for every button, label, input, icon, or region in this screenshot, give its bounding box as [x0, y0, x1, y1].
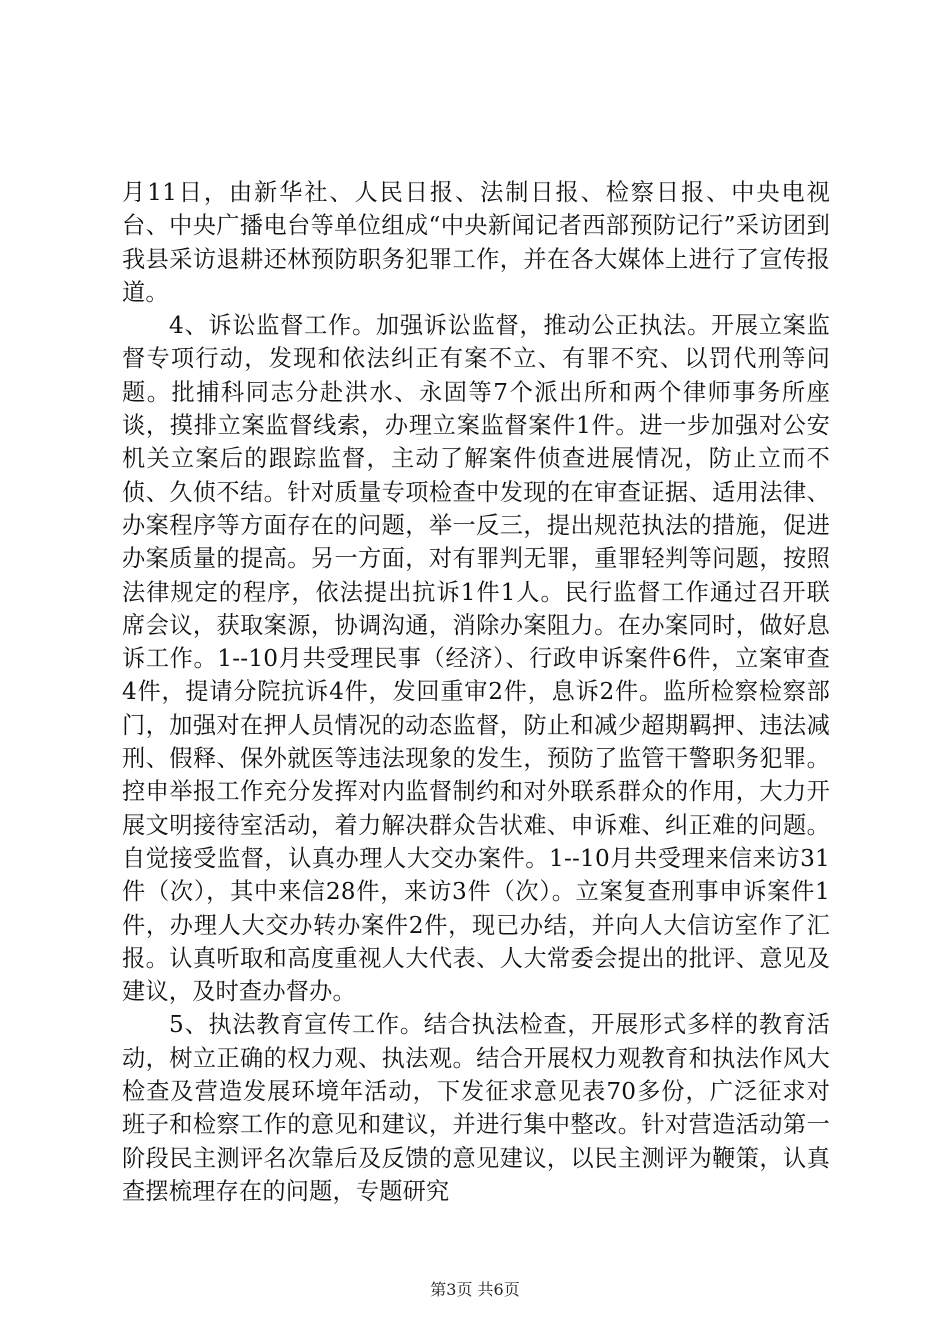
document-body	[122, 176, 830, 1208]
paragraph-law-enforcement-education: 5、执法教育宣传工作。结合执法检查，开展形式多样的教育活动，树立正确的权力观、执法观。结合开展权力观教育和执法作风大检查及营造发展环境年活动，下发征求意见表70多份，广泛征求对班子和检察工作的意见和建议，并进行集中整改。针对营造活动第一阶段民主测评名次靠后及反馈的意见建议，以民主测评为鞭策，认真查摆梳理存在的问题，专题研究	[122, 1011, 830, 1205]
page-number-footer: 第3页 共6页	[430, 1280, 520, 1299]
paragraph-litigation-supervision: 4、诉讼监督工作。加强诉讼监督，推动公正执法。开展立案监督专项行动，发现和依法纠正有案不立、有罪不究、以罚代刑等问题。批捕科同志分赴洪水、永固等7个派出所和两个律师事务所座谈，摸排立案监督线索，办理立案监督案件1件。进一步加强对公安机关立案后的跟踪监督，主动了解案件侦查进展情况，防止立而不侦、久侦不结。针对质量专项检查中发现的在审查证据、适用法律、办案程序等方面存在的问题，举一反三，提出规范执法的措施，促进办案质量的提高。另一方面，对有罪判无罪，重罪轻判等问题，按照法律规定的程序，依法提出抗诉1件1人。民行监督工作通过召开联席会议，获取案源，协调沟通，消除办案阻力。在办案同时，做好息诉工作。1--10月共受理民事（经济）、行政申诉案件6件，立案审查4件，提请分院抗诉4件，发回重审2件，息诉2件。监所检察检察部门，加强对在押人员情况的动态监督，防止和减少超期羁押、违法减刑、假释、保外就医等违法现象的发生，预防了监管干警职务犯罪。控申举报工作充分发挥对内监督制约和对外联系群众的作用，大力开展文明接待室活动，着力解决群众告状难、申诉难、纠正难的问题。自觉接受监督，认真办理人大交办案件。1--10月共受理来信来访31件（次），其中来信28件，来访3件（次）。立案复查刑事申诉案件1件，办理人大交办转办案件2件，现已办结，并向人大信访室作了汇报。认真听取和高度重视人大代表、人大常委会提出的批评、意见及建议，及时查办督办。	[122, 312, 830, 1006]
paragraph-continuation: 月11日，由新华社、人民日报、法制日报、检察日报、中央电视台、中央广播电台等单位组成“中央新闻记者西部预防记行”采访团到我县采访退耕还林预防职务犯罪工作，并在各大媒体上进行了宣传报道。	[122, 179, 830, 306]
